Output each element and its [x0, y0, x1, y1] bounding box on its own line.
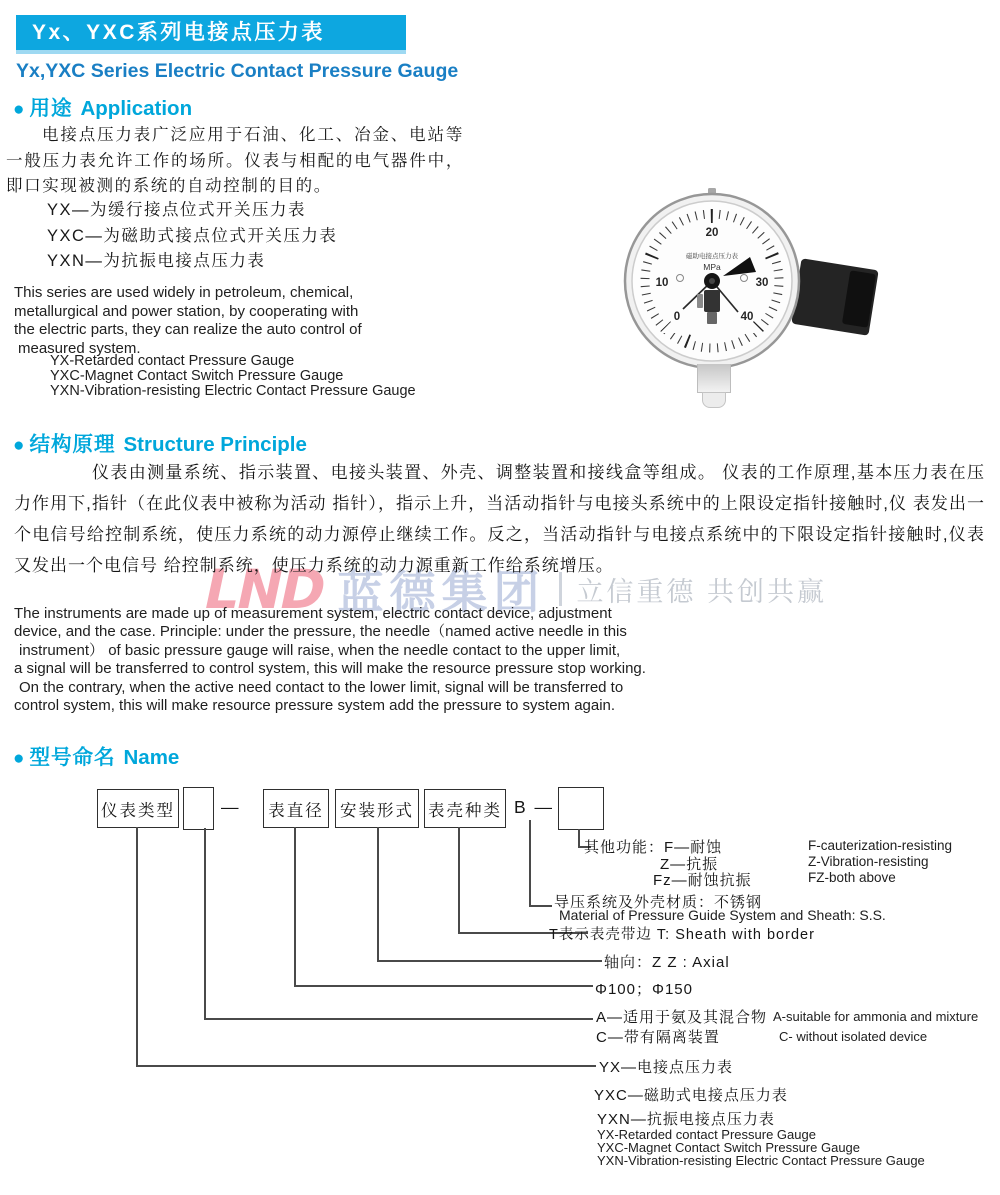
annotation-other-functions-fz: Fz—耐蚀抗振 — [653, 872, 752, 889]
list-item: YXC—为磁助式接点位式开关压力表 — [47, 226, 338, 245]
gauge-scale-20: 20 — [705, 227, 719, 239]
page-subtitle: Yx,YXC Series Electric Contact Pressure Gauge — [16, 60, 459, 82]
gauge-scale-30: 30 — [755, 277, 769, 289]
text-line: measured system. — [18, 339, 141, 357]
pressure-gauge-image — [617, 186, 807, 376]
naming-dash: — — [221, 797, 241, 817]
structure-paragraph-zh: 仪表由测量系统、指示装置、电接头装置、外壳、调整装置和接线盒等组成。 仪表的工作原理,基本压力表在压力作用下,指针（在此仪表中被称为活动 指针），指示上升，当活动指针与电接头系统中的上限设定指针接触时,仪 表发出一个电信号给控制系统，使压力系统的动力源停止继续工作。反之，当活动指针与电接点系统中的下限设定指针接触时,仪表又发出一个电信号 给控制系统，使压力系统的动力源重新工作给系统增压。 — [14, 463, 985, 575]
naming-heading-zh: 型号命名 — [29, 746, 116, 769]
annotation-yx-en: YX-Retarded contact Pressure Gauge — [597, 1127, 816, 1142]
bullet-icon: ● — [13, 435, 26, 456]
bullet-icon: ● — [13, 748, 26, 769]
annotation-ammonia-en: A-suitable for ammonia and mixture — [773, 1009, 979, 1024]
gauge-dial-title: 磁助电接点压力表 — [686, 253, 738, 260]
structure-heading — [13, 427, 307, 457]
text-line: The instruments are made up of measurement system, electric contact device, adjustment — [14, 605, 612, 622]
tree-line — [377, 827, 379, 961]
tree-line — [529, 905, 552, 907]
list-item: YXN—为抗振电接点压力表 — [47, 252, 266, 270]
annotation-other-functions-z: Z—抗振 — [660, 856, 719, 873]
naming-heading — [13, 740, 179, 770]
naming-box-dial-diameter: 表直径 — [263, 789, 329, 828]
application-paragraph-zh: 电接点压力表广泛应用于石油、化工、冶金、电站等一般压力表允许工作的场所。仪表与相配的电气器件中，即口实现被测的系统的自动控制的目的。 — [6, 126, 464, 195]
application-items-en — [50, 354, 416, 400]
annotation-diameter: Φ100；Φ150 — [595, 981, 693, 998]
page-title: Yx、YXC系列电接点压力表 — [16, 15, 406, 54]
tree-line — [458, 827, 460, 933]
application-paragraph-en — [14, 284, 362, 358]
text-line: the electric parts, they can realize the auto control of — [14, 321, 362, 338]
text-line: a signal will be transferred to control system, this will make the resource pressure stop working. — [14, 660, 646, 678]
annotation-sheath-border: T表示表壳带边 T: Sheath with border — [549, 927, 815, 943]
bullet-icon: ● — [13, 99, 26, 120]
text-line: On the contrary, when the active need contact to the lower limit, signal will be transferred to — [19, 678, 624, 696]
list-item: YX—为缓行接点位式开关压力表 — [47, 201, 307, 219]
list-item: YXN-Vibration-resisting Electric Contact Pressure Gauge — [50, 383, 416, 400]
naming-box-code — [183, 787, 214, 830]
naming-box-instrument-type: 仪表类型 — [97, 789, 179, 828]
naming-box-other-function — [558, 787, 604, 830]
gauge-unit-label: MPa — [703, 262, 721, 272]
gauge-stem — [697, 364, 731, 393]
lnd-logo: LND — [198, 557, 331, 621]
annotation-yxn-zh: YXN—抗振电接点压力表 — [597, 1111, 775, 1128]
text-line: instrument） of basic pressure gauge will raise, when the needle contact to the upper limit, — [19, 641, 621, 659]
structure-heading-en: Structure Principle — [123, 433, 307, 456]
annotation-axial: 轴向：Z Z : Axial — [604, 954, 730, 971]
text-line: metallurgical and power station, by cooperating with — [14, 302, 359, 320]
gauge-scale-40: 40 — [740, 311, 754, 323]
annotation-material-en: Material of Pressure Guide System and Sheath: S.S. — [559, 907, 886, 923]
application-heading — [13, 91, 192, 121]
list-item: YX-Retarded contact Pressure Gauge — [50, 353, 295, 369]
tree-line — [294, 827, 296, 986]
annotation-ammonia-zh: A—适用于氨及其混合物 — [596, 1009, 768, 1026]
application-heading-en: Application — [80, 97, 193, 120]
gauge-stem-tip — [702, 392, 726, 408]
structure-heading-zh: 结构原理 — [29, 433, 116, 456]
naming-heading-en: Name — [123, 746, 180, 769]
annotation-other-functions-z-en: Z-Vibration-resisting — [808, 854, 929, 869]
annotation-other-functions-f-en: F-cauterization-resisting — [808, 838, 953, 853]
annotation-isolated-en: C- without isolated device — [779, 1029, 928, 1044]
tree-line — [204, 1018, 593, 1020]
annotation-other-functions-f: 其他功能：F—耐蚀 — [584, 839, 723, 856]
annotation-yxc-zh: YXC—磁助式电接点压力表 — [594, 1087, 788, 1104]
tree-line — [529, 820, 531, 906]
structure-paragraph-en — [14, 605, 646, 715]
tree-line — [294, 985, 593, 987]
tree-line — [136, 1065, 596, 1067]
tree-line — [377, 960, 602, 962]
text-line: This series are used widely in petroleum, chemical, — [14, 284, 354, 301]
gauge-scale-0: 0 — [673, 311, 681, 323]
annotation-other-functions-fz-en: FZ-both above — [808, 870, 896, 885]
gauge-scale-10: 10 — [655, 277, 669, 289]
watermark-slogan: 立信重德 共创共赢 — [576, 576, 827, 607]
text-line: device, and the case. Principle: under the pressure, the needle（named active needle in this — [14, 623, 627, 641]
list-item: YXC-Magnet Contact Switch Pressure Gauge — [50, 368, 344, 385]
watermark-brand: 蓝德集团 — [337, 566, 546, 618]
application-heading-zh: 用途 — [29, 97, 73, 120]
naming-box-mounting-form: 安装形式 — [335, 789, 419, 828]
annotation-yx-zh: YX—电接点压力表 — [599, 1059, 734, 1076]
annotation-isolated-zh: C—带有隔离装置 — [596, 1029, 720, 1046]
text-line: control system, this will make resource pressure system add the pressure to system again. — [14, 697, 616, 715]
annotation-yxc-en: YXC-Magnet Contact Switch Pressure Gauge — [597, 1140, 861, 1155]
annotation-yxn-en: YXN-Vibration-resisting Electric Contact Pressure Gauge — [597, 1153, 925, 1168]
tree-line — [204, 828, 206, 1019]
naming-box-case-type: 表壳种类 — [424, 789, 506, 828]
application-items-zh — [47, 198, 337, 275]
tree-line — [578, 829, 580, 847]
naming-b-label: B — — [514, 797, 555, 817]
tree-line — [136, 827, 138, 1066]
annotation-material-zh: 导压系统及外壳材质：不锈钢 — [554, 894, 763, 911]
